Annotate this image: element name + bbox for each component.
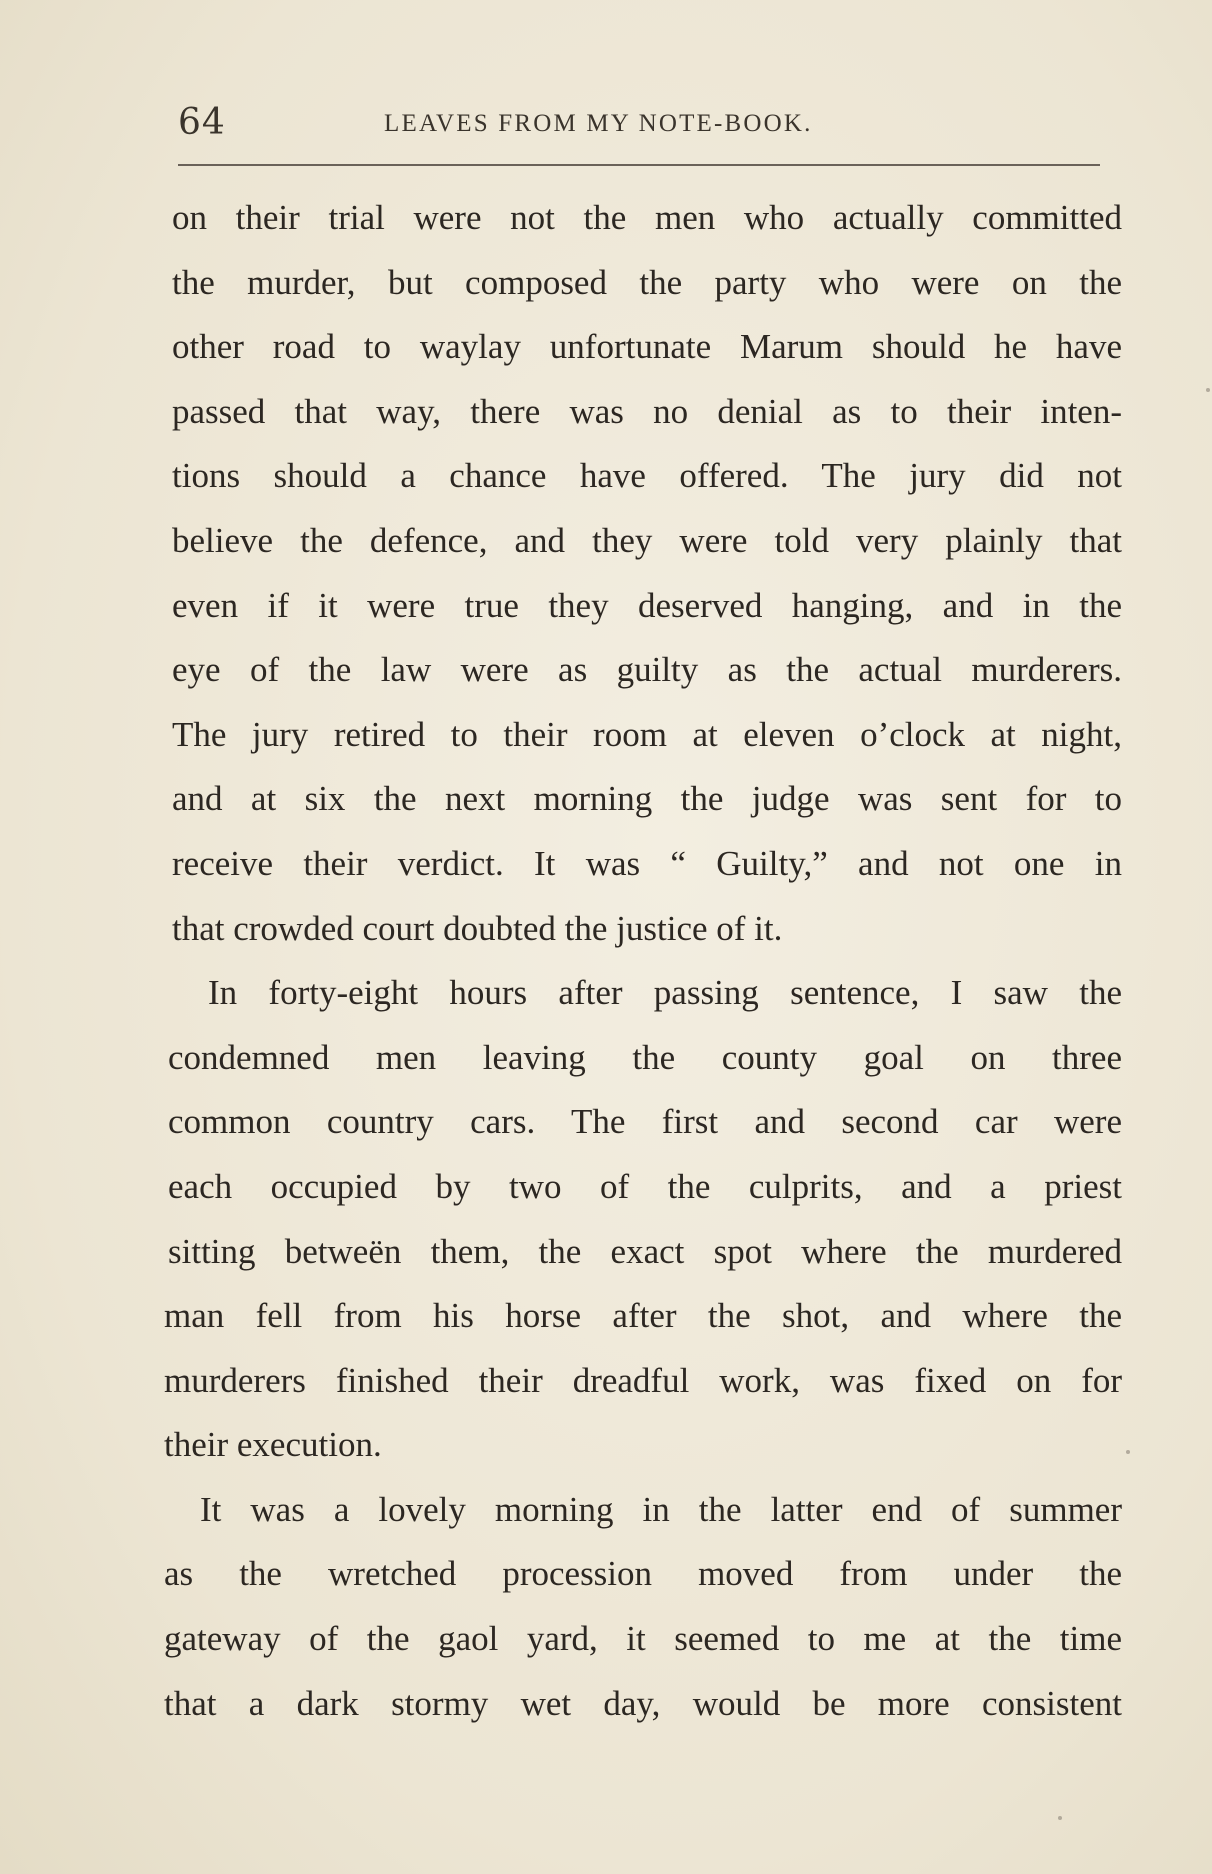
text-line: other road to waylay unfortunate Marum should he have <box>172 327 1122 367</box>
text-line: the murder, but composed the party who were on the <box>172 262 1122 302</box>
text-line: condemned men leaving the county goal on three <box>168 1037 1122 1077</box>
text-line: as the wretched procession moved from under the <box>164 1554 1122 1594</box>
text-line: In forty-eight hours after passing sentence, I saw the <box>208 973 1122 1013</box>
paragraph <box>172 186 1122 961</box>
text-line: sitting betweën them, the exact spot where the murdered <box>168 1231 1122 1271</box>
header-rule <box>178 164 1100 166</box>
body-text <box>164 186 1122 1736</box>
text-line: even if it were true they deserved hanging, and in the <box>172 585 1122 625</box>
page-header <box>178 102 1108 152</box>
text-line: each occupied by two of the culprits, and a priest <box>168 1166 1122 1206</box>
text-line: passed that way, there was no denial as to their inten- <box>172 391 1122 431</box>
text-line: that a dark stormy wet day, would be more consistent <box>164 1683 1122 1723</box>
text-line: The jury retired to their room at eleven o’clock at night, <box>172 714 1122 754</box>
paper-speck <box>1058 1816 1062 1820</box>
text-line: that crowded court doubted the justice of it. <box>172 908 783 948</box>
text-line: common country cars. The first and second car were <box>168 1102 1122 1142</box>
text-line: murderers finished their dreadful work, was fixed on for <box>164 1360 1122 1400</box>
text-line: tions should a chance have offered. The jury did not <box>172 456 1122 496</box>
text-line: man fell from his horse after the shot, and where the <box>164 1296 1122 1336</box>
text-line: their execution. <box>164 1425 382 1465</box>
running-title: LEAVES FROM MY NOTE-BOOK. <box>384 110 813 137</box>
page-number: 64 <box>178 102 226 143</box>
text-line: gateway of the gaol yard, it seemed to me at the time <box>164 1619 1122 1659</box>
paper-speck <box>1126 1450 1130 1454</box>
text-line: eye of the law were as guilty as the actual murderers. <box>172 650 1122 690</box>
paper-speck <box>1206 388 1210 392</box>
paragraph <box>164 961 1122 1478</box>
text-line: on their trial were not the men who actually committed <box>172 198 1122 237</box>
text-line: believe the defence, and they were told very plainly that <box>172 520 1122 560</box>
text-line: receive their verdict. It was “ Guilty,” and not one in <box>172 843 1122 883</box>
text-line: It was a lovely morning in the latter end of summer <box>200 1489 1122 1529</box>
text-line: and at six the next morning the judge was sent for to <box>172 779 1122 819</box>
paragraph <box>164 1478 1122 1736</box>
